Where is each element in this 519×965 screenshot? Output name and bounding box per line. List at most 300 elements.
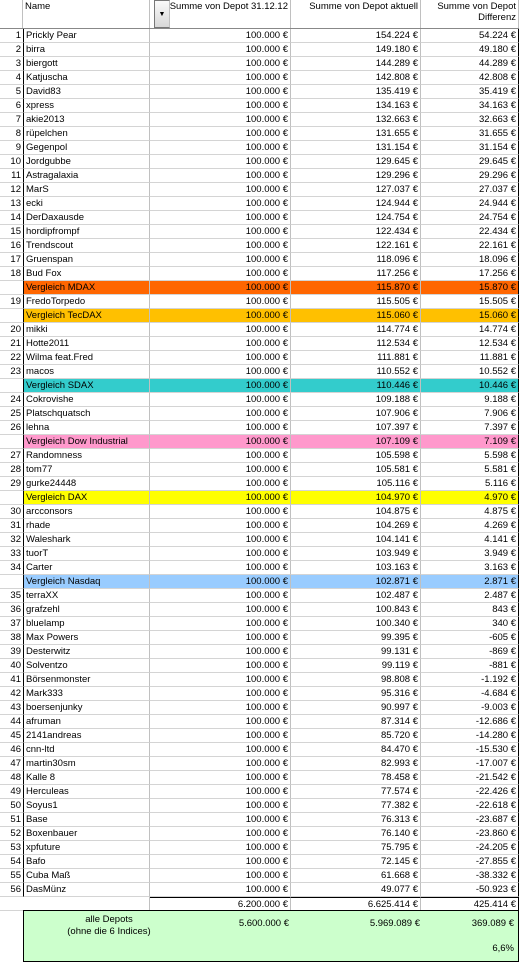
- cell-diff[interactable]: 10.446 €: [421, 379, 519, 393]
- cell-start[interactable]: 100.000 €: [150, 869, 291, 883]
- cell-diff[interactable]: 54.224 €: [421, 29, 519, 43]
- row-number: 34: [0, 561, 23, 575]
- table-row: [0, 57, 519, 71]
- cell-name[interactable]: Astragalaxia: [23, 169, 150, 183]
- cell-name[interactable]: xpress: [23, 99, 150, 113]
- cell-diff[interactable]: 12.534 €: [421, 337, 519, 351]
- cell-current[interactable]: 118.096 €: [291, 253, 421, 267]
- cell-current[interactable]: 99.131 €: [291, 645, 421, 659]
- cell-current[interactable]: 124.944 €: [291, 197, 421, 211]
- cell-start[interactable]: 100.000 €: [150, 505, 291, 519]
- cell-start[interactable]: 100.000 €: [150, 827, 291, 841]
- cell-diff[interactable]: 31.655 €: [421, 127, 519, 141]
- cell-name[interactable]: Jordgubbe: [23, 155, 150, 169]
- row-number: 21: [0, 337, 23, 351]
- row-number: 24: [0, 393, 23, 407]
- cell-start[interactable]: 100.000 €: [150, 449, 291, 463]
- cell-diff[interactable]: 340 €: [421, 617, 519, 631]
- cell-name[interactable]: afruman: [23, 715, 150, 729]
- cell-current[interactable]: 87.314 €: [291, 715, 421, 729]
- cell-name[interactable]: akie2013: [23, 113, 150, 127]
- cell-diff[interactable]: 24.754 €: [421, 211, 519, 225]
- row-number: 46: [0, 743, 23, 757]
- cell-diff[interactable]: 7.397 €: [421, 421, 519, 435]
- row-number: 40: [0, 659, 23, 673]
- cell-current[interactable]: 105.116 €: [291, 477, 421, 491]
- cell-start[interactable]: 100.000 €: [150, 799, 291, 813]
- cell-start[interactable]: 100.000 €: [150, 785, 291, 799]
- cell-diff[interactable]: -605 €: [421, 631, 519, 645]
- cell-start[interactable]: 100.000 €: [150, 393, 291, 407]
- table-row: [0, 827, 519, 841]
- cell-current[interactable]: 110.552 €: [291, 365, 421, 379]
- table-row: [0, 673, 519, 687]
- cell-diff[interactable]: 31.154 €: [421, 141, 519, 155]
- cell-start[interactable]: 100.000 €: [150, 295, 291, 309]
- table-row: [0, 617, 519, 631]
- cell-diff[interactable]: 10.552 €: [421, 365, 519, 379]
- cell-current[interactable]: 98.808 €: [291, 673, 421, 687]
- cell-current[interactable]: 100.843 €: [291, 603, 421, 617]
- table-row: [0, 127, 519, 141]
- table-row: [0, 841, 519, 855]
- cell-name[interactable]: Katjuscha: [23, 71, 150, 85]
- cell-name[interactable]: Cuba Maß: [23, 869, 150, 883]
- cell-start[interactable]: 100.000 €: [150, 421, 291, 435]
- cell-start[interactable]: 100.000 €: [150, 701, 291, 715]
- cell-name[interactable]: Cokrovishe: [23, 393, 150, 407]
- cell-diff[interactable]: 49.180 €: [421, 43, 519, 57]
- cell-diff[interactable]: 7.109 €: [421, 435, 519, 449]
- cell-diff[interactable]: 2.487 €: [421, 589, 519, 603]
- table-row: [0, 477, 519, 491]
- cell-current[interactable]: 124.754 €: [291, 211, 421, 225]
- cell-name[interactable]: Vergleich TecDAX: [23, 309, 150, 323]
- cell-start[interactable]: 100.000 €: [150, 547, 291, 561]
- cell-current[interactable]: 144.289 €: [291, 57, 421, 71]
- cell-name[interactable]: mikki: [23, 323, 150, 337]
- cell-current[interactable]: 114.774 €: [291, 323, 421, 337]
- cell-current[interactable]: 104.970 €: [291, 491, 421, 505]
- cell-start[interactable]: 100.000 €: [150, 365, 291, 379]
- cell-diff[interactable]: 18.096 €: [421, 253, 519, 267]
- cell-diff[interactable]: 3.949 €: [421, 547, 519, 561]
- cell-start[interactable]: 100.000 €: [150, 463, 291, 477]
- cell-name[interactable]: tom77: [23, 463, 150, 477]
- summary-label: alle Depots: [85, 914, 133, 925]
- row-number: 2: [0, 43, 23, 57]
- cell-diff[interactable]: 44.289 €: [421, 57, 519, 71]
- cell-start[interactable]: 100.000 €: [150, 757, 291, 771]
- cell-start[interactable]: 100.000 €: [150, 855, 291, 869]
- cell-current[interactable]: 109.188 €: [291, 393, 421, 407]
- cell-start[interactable]: 100.000 €: [150, 813, 291, 827]
- cell-diff[interactable]: -4.684 €: [421, 687, 519, 701]
- cell-name[interactable]: Vergleich SDAX: [23, 379, 150, 393]
- cell-name[interactable]: DerDaxausde: [23, 211, 150, 225]
- row-number: 8: [0, 127, 23, 141]
- table-row: [0, 295, 519, 309]
- summary-start[interactable]: 5.600.000 €: [238, 918, 289, 929]
- cell-name[interactable]: Boxenbauer: [23, 827, 150, 841]
- cell-name[interactable]: Bafo: [23, 855, 150, 869]
- chevron-down-icon: ▼: [158, 10, 166, 18]
- cell-current[interactable]: 135.419 €: [291, 85, 421, 99]
- cell-current[interactable]: 75.795 €: [291, 841, 421, 855]
- cell-current[interactable]: 122.161 €: [291, 239, 421, 253]
- cell-name[interactable]: Carter: [23, 561, 150, 575]
- cell-diff[interactable]: 35.419 €: [421, 85, 519, 99]
- cell-name[interactable]: Max Powers: [23, 631, 150, 645]
- cell-start[interactable]: 100.000 €: [150, 533, 291, 547]
- cell-current[interactable]: 142.808 €: [291, 71, 421, 85]
- cell-start[interactable]: 100.000 €: [150, 113, 291, 127]
- row-number: 9: [0, 141, 23, 155]
- cell-current[interactable]: 77.574 €: [291, 785, 421, 799]
- table-row: [0, 771, 519, 785]
- cell-start[interactable]: 100.000 €: [150, 491, 291, 505]
- cell-current[interactable]: 111.881 €: [291, 351, 421, 365]
- cell-name[interactable]: grafzehl: [23, 603, 150, 617]
- table-row: [0, 407, 519, 421]
- cell-diff[interactable]: -869 €: [421, 645, 519, 659]
- cell-diff[interactable]: 15.060 €: [421, 309, 519, 323]
- row-number: 6: [0, 99, 23, 113]
- cell-start[interactable]: 100.000 €: [150, 561, 291, 575]
- cell-start[interactable]: 100.000 €: [150, 687, 291, 701]
- table-row: [0, 547, 519, 561]
- cell-diff[interactable]: 27.037 €: [421, 183, 519, 197]
- row-number: 26: [0, 421, 23, 435]
- cell-name[interactable]: rüpelchen: [23, 127, 150, 141]
- cell-diff[interactable]: -1.192 €: [421, 673, 519, 687]
- cell-diff[interactable]: -50.923 €: [421, 883, 519, 897]
- cell-name[interactable]: ecki: [23, 197, 150, 211]
- cell-start[interactable]: 100.000 €: [150, 309, 291, 323]
- cell-diff[interactable]: 5.581 €: [421, 463, 519, 477]
- cell-start[interactable]: 100.000 €: [150, 659, 291, 673]
- cell-start[interactable]: 100.000 €: [150, 883, 291, 897]
- cell-start[interactable]: 100.000 €: [150, 85, 291, 99]
- cell-diff[interactable]: 34.163 €: [421, 99, 519, 113]
- cell-start[interactable]: 100.000 €: [150, 29, 291, 43]
- cell-diff[interactable]: -22.426 €: [421, 785, 519, 799]
- cell-current[interactable]: 132.663 €: [291, 113, 421, 127]
- cell-name[interactable]: Vergleich DAX: [23, 491, 150, 505]
- row-number: 1: [0, 29, 23, 43]
- cell-name[interactable]: bluelamp: [23, 617, 150, 631]
- table-row: [0, 267, 519, 281]
- cell-diff[interactable]: -22.618 €: [421, 799, 519, 813]
- cell-name[interactable]: martin30sm: [23, 757, 150, 771]
- cell-current[interactable]: 149.180 €: [291, 43, 421, 57]
- cell-name[interactable]: Herculeas: [23, 785, 150, 799]
- cell-current[interactable]: 129.296 €: [291, 169, 421, 183]
- summary-percent[interactable]: 6,6%: [492, 943, 514, 954]
- cell-name[interactable]: Waleshark: [23, 533, 150, 547]
- cell-start[interactable]: 100.000 €: [150, 715, 291, 729]
- cell-current[interactable]: 105.581 €: [291, 463, 421, 477]
- totals-diff[interactable]: 425.414 €: [421, 897, 519, 911]
- cell-diff[interactable]: -15.530 €: [421, 743, 519, 757]
- table-row: [0, 393, 519, 407]
- cell-start[interactable]: 100.000 €: [150, 841, 291, 855]
- cell-name[interactable]: Bud Fox: [23, 267, 150, 281]
- cell-start[interactable]: 100.000 €: [150, 771, 291, 785]
- cell-name[interactable]: hordipfrompf: [23, 225, 150, 239]
- cell-diff[interactable]: 9.188 €: [421, 393, 519, 407]
- cell-current[interactable]: 103.163 €: [291, 561, 421, 575]
- cell-name[interactable]: cnn-ltd: [23, 743, 150, 757]
- cell-start[interactable]: 100.000 €: [150, 743, 291, 757]
- cell-diff[interactable]: 3.163 €: [421, 561, 519, 575]
- cell-name[interactable]: tuorT: [23, 547, 150, 561]
- cell-start[interactable]: 100.000 €: [150, 71, 291, 85]
- cell-start[interactable]: 100.000 €: [150, 323, 291, 337]
- cell-name[interactable]: Desterwitz: [23, 645, 150, 659]
- cell-current[interactable]: 107.906 €: [291, 407, 421, 421]
- cell-current[interactable]: 84.470 €: [291, 743, 421, 757]
- cell-diff[interactable]: 17.256 €: [421, 267, 519, 281]
- cell-diff[interactable]: 22.434 €: [421, 225, 519, 239]
- cell-name[interactable]: rhade: [23, 519, 150, 533]
- cell-name[interactable]: gurke24448: [23, 477, 150, 491]
- cell-name[interactable]: terraXX: [23, 589, 150, 603]
- cell-current[interactable]: 78.458 €: [291, 771, 421, 785]
- cell-start[interactable]: 100.000 €: [150, 519, 291, 533]
- cell-name[interactable]: Base: [23, 813, 150, 827]
- table-row: [0, 659, 519, 673]
- cell-name[interactable]: Vergleich Nasdaq: [23, 575, 150, 589]
- cell-name[interactable]: Trendscout: [23, 239, 150, 253]
- cell-current[interactable]: 49.077 €: [291, 883, 421, 897]
- cell-start[interactable]: 100.000 €: [150, 281, 291, 295]
- cell-start[interactable]: 100.000 €: [150, 617, 291, 631]
- cell-start[interactable]: 100.000 €: [150, 477, 291, 491]
- cell-current[interactable]: 122.434 €: [291, 225, 421, 239]
- cell-start[interactable]: 100.000 €: [150, 729, 291, 743]
- cell-start[interactable]: 100.000 €: [150, 239, 291, 253]
- cell-diff[interactable]: 11.881 €: [421, 351, 519, 365]
- cell-current[interactable]: 76.313 €: [291, 813, 421, 827]
- cell-name[interactable]: boersenjunky: [23, 701, 150, 715]
- cell-start[interactable]: 100.000 €: [150, 141, 291, 155]
- cell-diff[interactable]: 42.808 €: [421, 71, 519, 85]
- cell-start[interactable]: 100.000 €: [150, 183, 291, 197]
- cell-current[interactable]: 61.668 €: [291, 869, 421, 883]
- cell-diff[interactable]: -12.686 €: [421, 715, 519, 729]
- row-number: 4: [0, 71, 23, 85]
- cell-name[interactable]: Vergleich Dow Industrial: [23, 435, 150, 449]
- cell-current[interactable]: 77.382 €: [291, 799, 421, 813]
- cell-name[interactable]: Gruenspan: [23, 253, 150, 267]
- cell-current[interactable]: 127.037 €: [291, 183, 421, 197]
- table-row: [0, 29, 519, 43]
- cell-start[interactable]: 100.000 €: [150, 407, 291, 421]
- cell-start[interactable]: 100.000 €: [150, 211, 291, 225]
- cell-current[interactable]: 112.534 €: [291, 337, 421, 351]
- summary-diff[interactable]: 369.089 €: [471, 918, 514, 929]
- cell-current[interactable]: 104.875 €: [291, 505, 421, 519]
- cell-current[interactable]: 76.140 €: [291, 827, 421, 841]
- cell-name[interactable]: lehna: [23, 421, 150, 435]
- cell-name[interactable]: DasMünz: [23, 883, 150, 897]
- cell-diff[interactable]: -9.003 €: [421, 701, 519, 715]
- cell-name[interactable]: David83: [23, 85, 150, 99]
- cell-diff[interactable]: 4.970 €: [421, 491, 519, 505]
- cell-diff[interactable]: 24.944 €: [421, 197, 519, 211]
- cell-start[interactable]: 100.000 €: [150, 645, 291, 659]
- cell-start[interactable]: 100.000 €: [150, 337, 291, 351]
- table-row: [0, 71, 519, 85]
- cell-name[interactable]: Vergleich MDAX: [23, 281, 150, 295]
- cell-current[interactable]: 129.645 €: [291, 155, 421, 169]
- cell-diff[interactable]: 4.875 €: [421, 505, 519, 519]
- cell-start[interactable]: 100.000 €: [150, 575, 291, 589]
- cell-start[interactable]: 100.000 €: [150, 589, 291, 603]
- table-row: [0, 645, 519, 659]
- table-row: [0, 785, 519, 799]
- cell-current[interactable]: 90.997 €: [291, 701, 421, 715]
- cell-current[interactable]: 85.720 €: [291, 729, 421, 743]
- cell-diff[interactable]: 5.116 €: [421, 477, 519, 491]
- cell-diff[interactable]: 5.598 €: [421, 449, 519, 463]
- cell-current[interactable]: 100.340 €: [291, 617, 421, 631]
- cell-start[interactable]: 100.000 €: [150, 253, 291, 267]
- cell-current[interactable]: 102.487 €: [291, 589, 421, 603]
- cell-start[interactable]: 100.000 €: [150, 603, 291, 617]
- cell-diff[interactable]: -23.860 €: [421, 827, 519, 841]
- cell-current[interactable]: 134.163 €: [291, 99, 421, 113]
- cell-start[interactable]: 100.000 €: [150, 43, 291, 57]
- cell-name[interactable]: Solventzo: [23, 659, 150, 673]
- cell-name[interactable]: Prickly Pear: [23, 29, 150, 43]
- row-number: 19: [0, 295, 23, 309]
- cell-current[interactable]: 131.655 €: [291, 127, 421, 141]
- cell-current[interactable]: 99.395 €: [291, 631, 421, 645]
- cell-current[interactable]: 131.154 €: [291, 141, 421, 155]
- cell-name[interactable]: Randomness: [23, 449, 150, 463]
- col3-header: [421, 0, 519, 28]
- table-row: [0, 533, 519, 547]
- cell-start[interactable]: 100.000 €: [150, 169, 291, 183]
- cell-diff[interactable]: -24.205 €: [421, 841, 519, 855]
- cell-diff[interactable]: 32.663 €: [421, 113, 519, 127]
- cell-name[interactable]: Mark333: [23, 687, 150, 701]
- cell-start[interactable]: 100.000 €: [150, 99, 291, 113]
- cell-current[interactable]: 103.949 €: [291, 547, 421, 561]
- cell-diff[interactable]: -17.007 €: [421, 757, 519, 771]
- cell-start[interactable]: 100.000 €: [150, 155, 291, 169]
- row-number: 32: [0, 533, 23, 547]
- cell-name[interactable]: Platschquatsch: [23, 407, 150, 421]
- cell-name[interactable]: Börsenmonster: [23, 673, 150, 687]
- cell-diff[interactable]: -23.687 €: [421, 813, 519, 827]
- row-number: 37: [0, 617, 23, 631]
- cell-diff[interactable]: 29.645 €: [421, 155, 519, 169]
- cell-name[interactable]: Wilma feat.Fred: [23, 351, 150, 365]
- cell-diff[interactable]: 14.774 €: [421, 323, 519, 337]
- cell-name[interactable]: xpfuture: [23, 841, 150, 855]
- table-row: [0, 169, 519, 183]
- cell-start[interactable]: 100.000 €: [150, 57, 291, 71]
- cell-name[interactable]: FredoTorpedo: [23, 295, 150, 309]
- table-row: [0, 197, 519, 211]
- cell-current[interactable]: 72.145 €: [291, 855, 421, 869]
- cell-name[interactable]: birra: [23, 43, 150, 57]
- totals-current[interactable]: 6.625.414 €: [291, 897, 421, 911]
- cell-start[interactable]: 100.000 €: [150, 225, 291, 239]
- cell-name[interactable]: MarS: [23, 183, 150, 197]
- cell-name[interactable]: Gegenpol: [23, 141, 150, 155]
- cell-diff[interactable]: -21.542 €: [421, 771, 519, 785]
- cell-name[interactable]: Hotte2011: [23, 337, 150, 351]
- cell-current[interactable]: 117.256 €: [291, 267, 421, 281]
- cell-name[interactable]: macos: [23, 365, 150, 379]
- cell-current[interactable]: 115.870 €: [291, 281, 421, 295]
- summary-current[interactable]: 5.969.089 €: [369, 918, 420, 929]
- cell-diff[interactable]: 7.906 €: [421, 407, 519, 421]
- cell-current[interactable]: 154.224 €: [291, 29, 421, 43]
- cell-current[interactable]: 115.060 €: [291, 309, 421, 323]
- cell-start[interactable]: 100.000 €: [150, 379, 291, 393]
- cell-current[interactable]: 82.993 €: [291, 757, 421, 771]
- totals-row: [0, 897, 519, 911]
- row-number: 35: [0, 589, 23, 603]
- cell-start[interactable]: 100.000 €: [150, 267, 291, 281]
- cell-diff[interactable]: -14.280 €: [421, 729, 519, 743]
- cell-start[interactable]: 100.000 €: [150, 351, 291, 365]
- cell-current[interactable]: 99.119 €: [291, 659, 421, 673]
- cell-diff[interactable]: -38.332 €: [421, 869, 519, 883]
- cell-current[interactable]: 107.109 €: [291, 435, 421, 449]
- col3-header-line2: Differenz: [478, 12, 516, 23]
- cell-diff[interactable]: 15.505 €: [421, 295, 519, 309]
- cell-diff[interactable]: 4.269 €: [421, 519, 519, 533]
- cell-start[interactable]: 100.000 €: [150, 673, 291, 687]
- cell-start[interactable]: 100.000 €: [150, 197, 291, 211]
- cell-diff[interactable]: 843 €: [421, 603, 519, 617]
- row-number: 11: [0, 169, 23, 183]
- cell-start[interactable]: 100.000 €: [150, 127, 291, 141]
- cell-current[interactable]: 104.141 €: [291, 533, 421, 547]
- cell-current[interactable]: 95.316 €: [291, 687, 421, 701]
- cell-name[interactable]: biergott: [23, 57, 150, 71]
- cell-diff[interactable]: 22.161 €: [421, 239, 519, 253]
- cell-start[interactable]: 100.000 €: [150, 435, 291, 449]
- row-number: 38: [0, 631, 23, 645]
- cell-diff[interactable]: 2.871 €: [421, 575, 519, 589]
- totals-start[interactable]: 6.200.000 €: [150, 897, 291, 911]
- cell-current[interactable]: 107.397 €: [291, 421, 421, 435]
- cell-current[interactable]: 115.505 €: [291, 295, 421, 309]
- cell-name[interactable]: arcconsors: [23, 505, 150, 519]
- cell-diff[interactable]: -27.855 €: [421, 855, 519, 869]
- cell-current[interactable]: 110.446 €: [291, 379, 421, 393]
- cell-current[interactable]: 104.269 €: [291, 519, 421, 533]
- cell-name[interactable]: 2141andreas: [23, 729, 150, 743]
- cell-current[interactable]: 105.598 €: [291, 449, 421, 463]
- cell-diff[interactable]: -881 €: [421, 659, 519, 673]
- cell-name[interactable]: Soyus1: [23, 799, 150, 813]
- cell-diff[interactable]: 29.296 €: [421, 169, 519, 183]
- cell-start[interactable]: 100.000 €: [150, 631, 291, 645]
- cell-current[interactable]: 102.871 €: [291, 575, 421, 589]
- cell-name[interactable]: Kalle 8: [23, 771, 150, 785]
- cell-diff[interactable]: 4.141 €: [421, 533, 519, 547]
- cell-diff[interactable]: 15.870 €: [421, 281, 519, 295]
- table-row: [0, 589, 519, 603]
